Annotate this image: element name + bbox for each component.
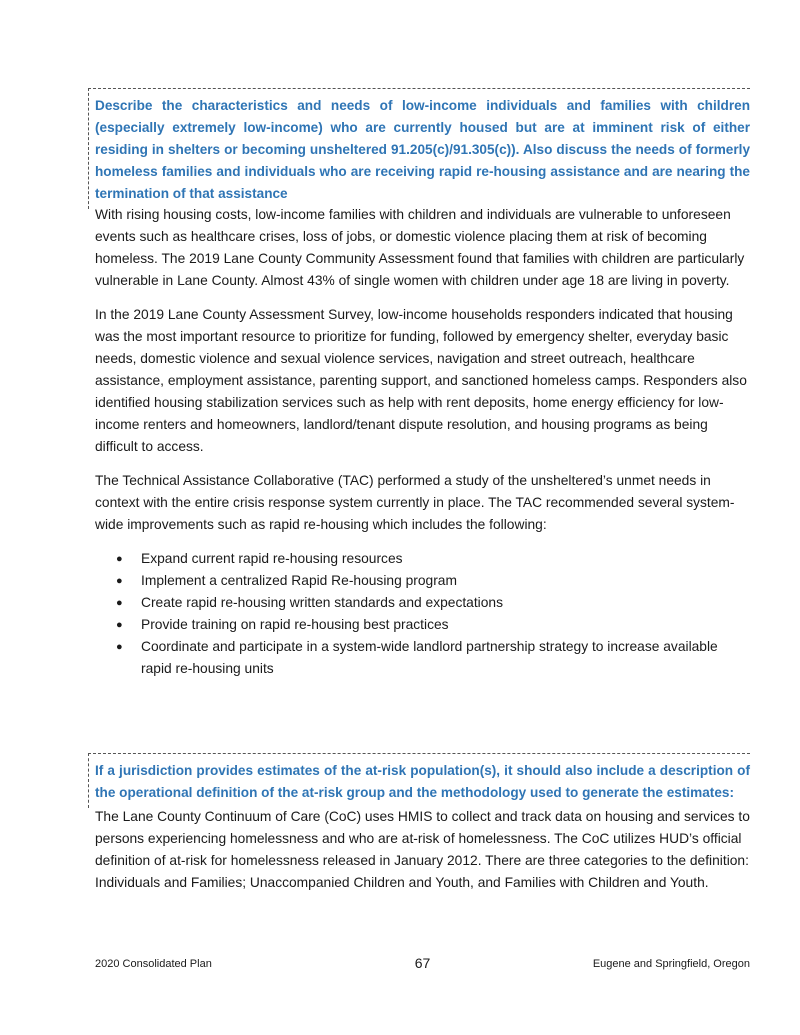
list-item-text: Create rapid re-housing written standards and expectations bbox=[141, 595, 503, 610]
paragraph: The Technical Assistance Collaborative (TAC) performed a study of the unsheltered’s unmet needs in context with the entire crisis response system currently in place. The TAC recommended several system-wide improvements such as rapid re-housing which includes the following: bbox=[95, 473, 735, 532]
question-box-2 bbox=[88, 753, 750, 808]
list-item bbox=[116, 636, 750, 680]
paragraph: In the 2019 Lane County Assessment Survey, low-income households responders indicated that housing was the most important resource to prioritize for funding, followed by emergency shelter, everyday basic needs, domestic violence and sexual violence services, navigation and street outreach, healthcare assistance, employment assistance, parenting support, and sanctioned homeless camps. Responders also identified housing stabilization services such as help with rent deposits, home energy efficiency for low-income renters and homeowners, landlord/tenant dispute resolution, and housing programs as being difficult to access. bbox=[95, 307, 747, 454]
list-item bbox=[116, 614, 750, 636]
bullet-icon: ● bbox=[116, 641, 123, 653]
bullet-icon: ● bbox=[116, 597, 123, 609]
page-footer bbox=[95, 955, 750, 975]
footer-document-title: 2020 Consolidated Plan bbox=[95, 958, 212, 970]
paragraph: The Lane County Continuum of Care (CoC) uses HMIS to collect and track data on housing and services to persons experiencing homelessness and who are at-risk of homelessness. The CoC utilizes HUD’s official definition of at-risk for homelessness released in January 2012. There are three categories to the definition: Individuals and Families; Unaccompanied Children and Youth, and Families with Children and Youth. bbox=[95, 809, 750, 890]
list-item bbox=[116, 548, 750, 570]
list-item-text: Expand current rapid re-housing resources bbox=[141, 551, 403, 566]
bullet-icon: ● bbox=[116, 575, 123, 587]
list-item-text: Implement a centralized Rapid Re-housing program bbox=[141, 573, 457, 588]
recommendation-list bbox=[95, 548, 750, 680]
paragraph: With rising housing costs, low-income families with children and individuals are vulnerable to unforeseen events such as healthcare crises, loss of jobs, or domestic violence placing them at risk of becoming homeless. The 2019 Lane County Community Assessment found that families with children are particularly vulnerable in Lane County. Almost 43% of single women with children under age 18 are living in poverty. bbox=[95, 207, 745, 288]
question-box-1 bbox=[88, 88, 750, 209]
question-heading-1: Describe the characteristics and needs of low-income individuals and families with children (especially extremely low-income) who are currently housed but are at imminent risk of either residing in shelters or becoming unsheltered 91.205(c)/91.305(c)). Also discuss the needs of formerly homeless families and individuals who are receiving rapid re-housing assistance and are nearing the termination of that assistance bbox=[95, 98, 750, 201]
page-number: 67 bbox=[414, 955, 431, 971]
list-item-text: Provide training on rapid re-housing best practices bbox=[141, 617, 449, 632]
list-item bbox=[116, 592, 750, 614]
list-item-text: Coordinate and participate in a system-wide landlord partnership strategy to increase available rapid re-housing units bbox=[141, 639, 718, 676]
question-heading-2: If a jurisdiction provides estimates of the at-risk population(s), it should also include a description of the operational definition of the at-risk group and the methodology used to generate the estimates: bbox=[95, 763, 750, 800]
bullet-icon: ● bbox=[116, 553, 123, 565]
bullet-icon: ● bbox=[116, 619, 123, 631]
section-2-body bbox=[95, 806, 750, 906]
section-1-body bbox=[95, 204, 750, 680]
footer-location: Eugene and Springfield, Oregon bbox=[592, 958, 750, 970]
list-item bbox=[116, 570, 750, 592]
